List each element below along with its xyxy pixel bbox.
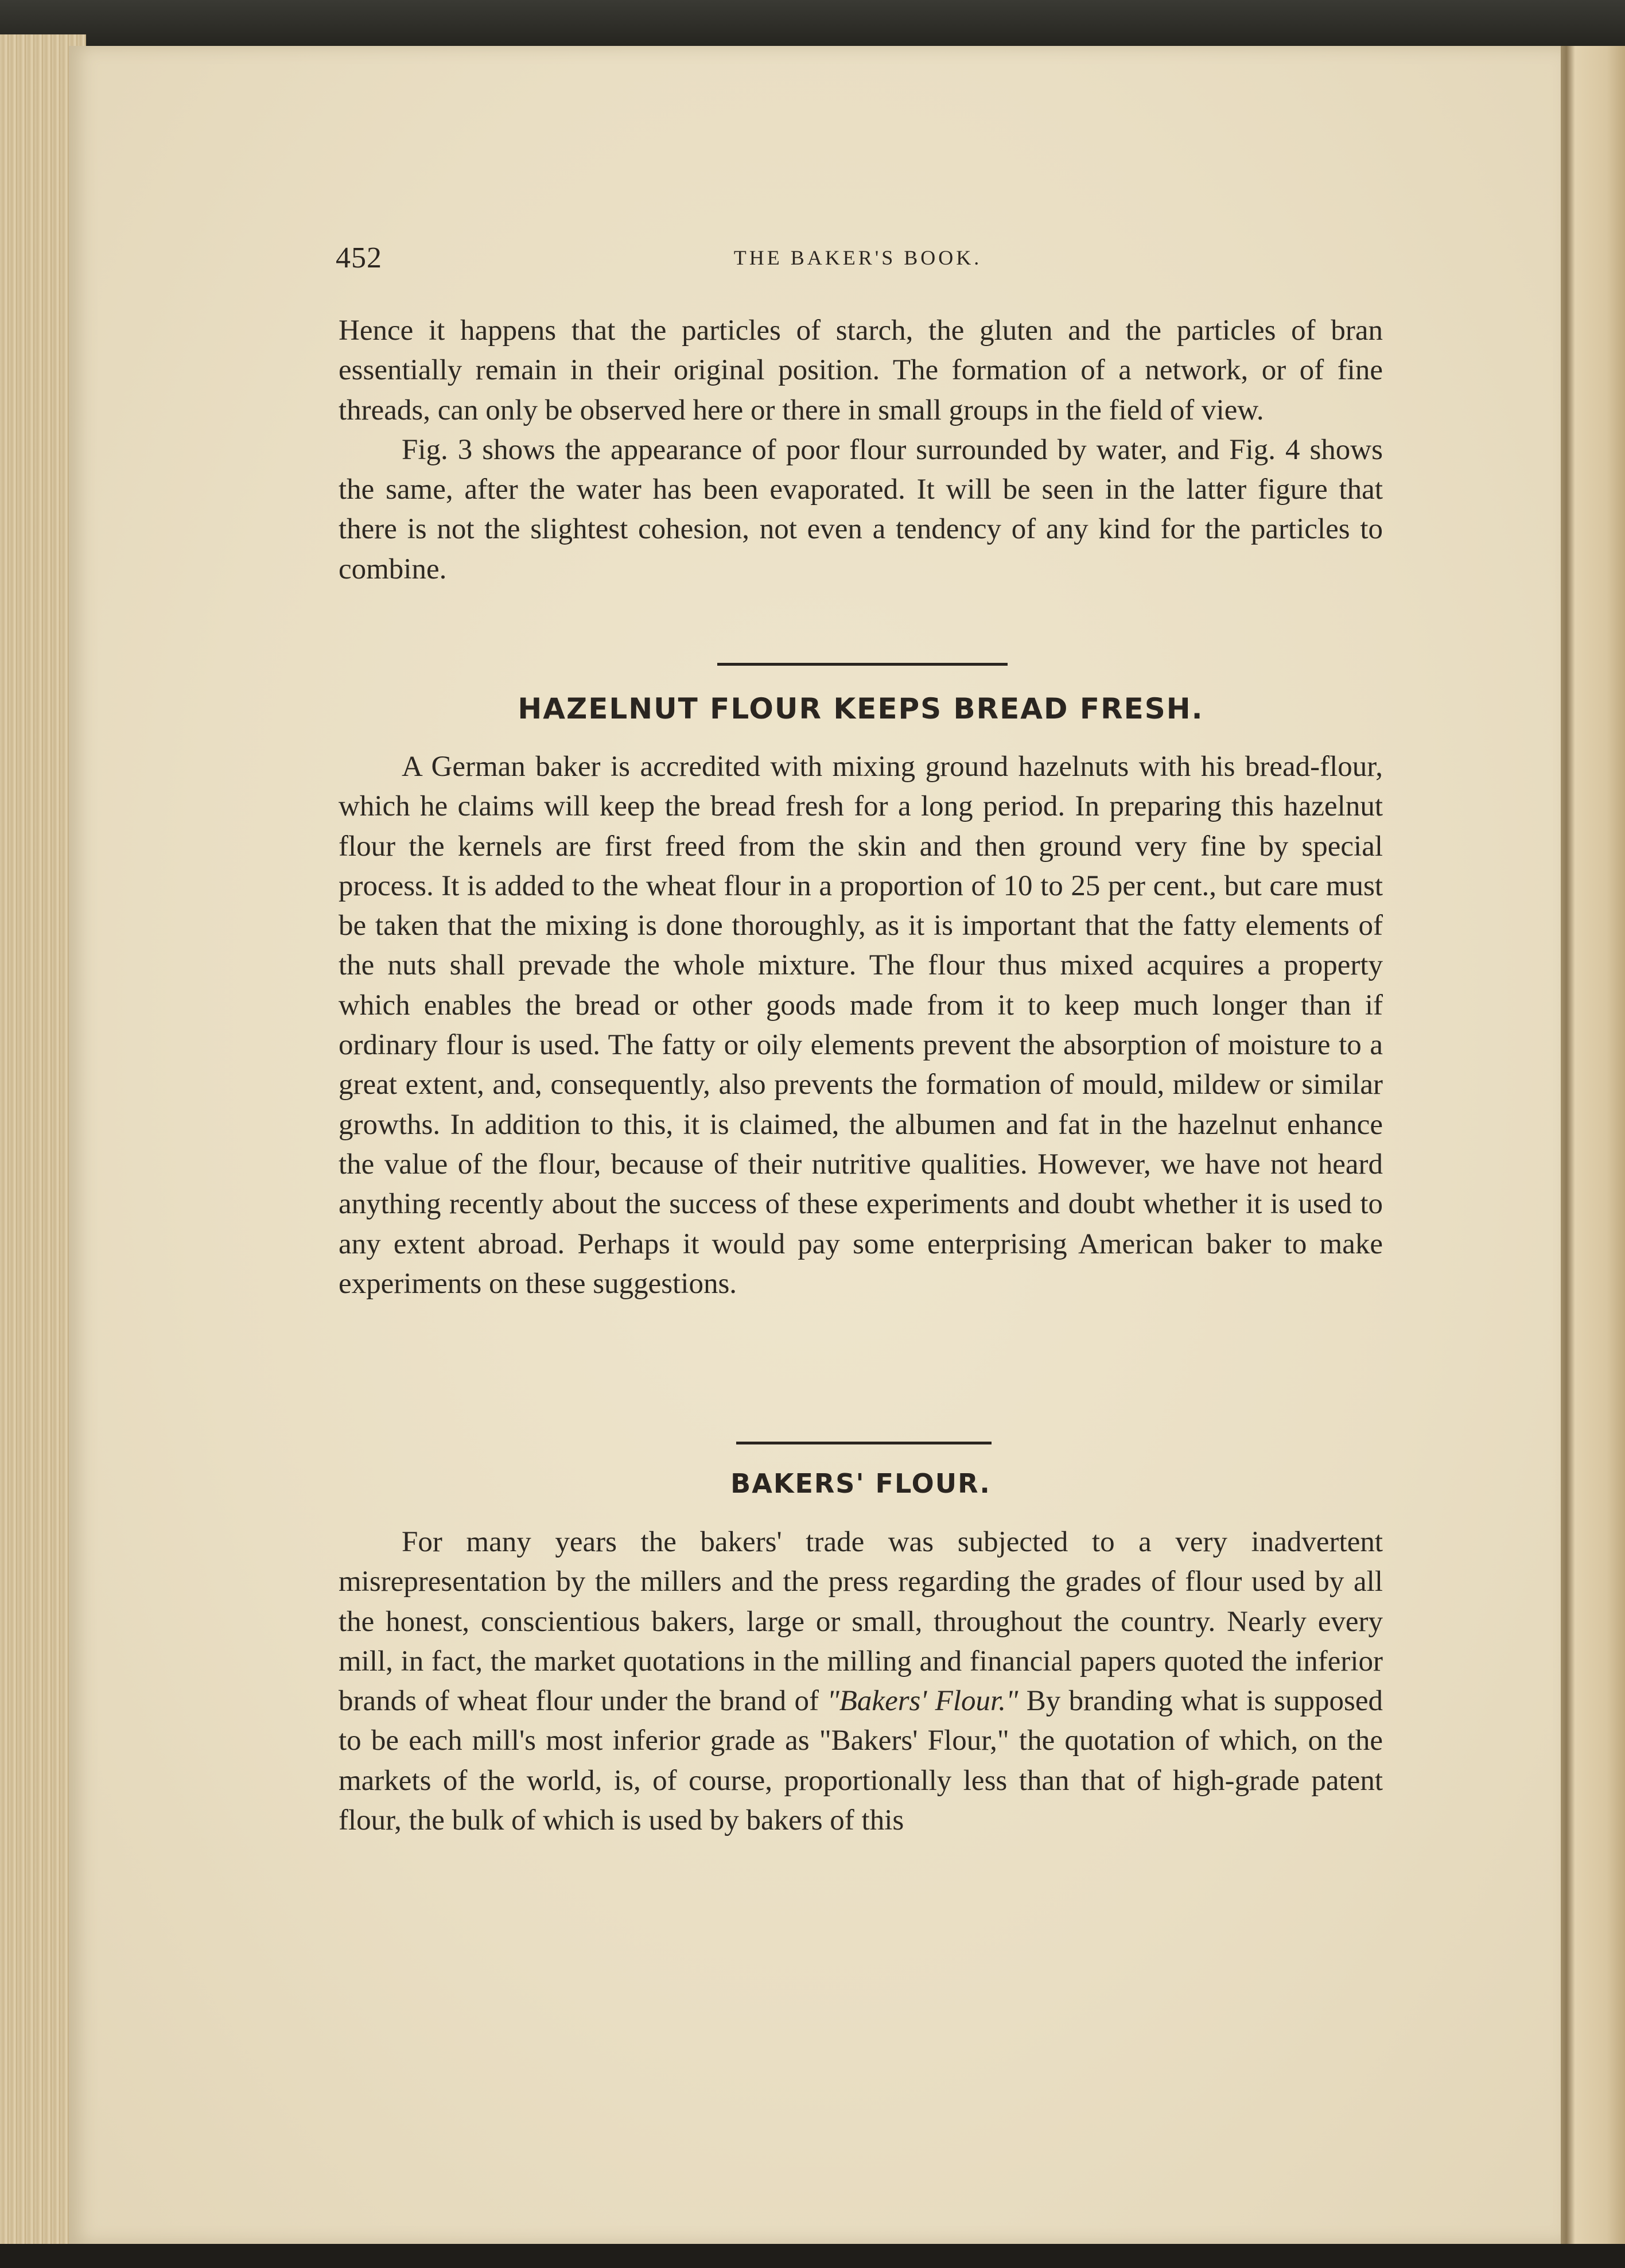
hazelnut-text <box>339 747 1383 1304</box>
book-cover-edge <box>0 0 1625 52</box>
hazelnut-paragraph: A German baker is accredited with mixing ground hazelnuts with his bread-flour, which he claims will keep the bread fresh for a long period. In preparing this hazelnut flour the kernels are first freed from the skin and then ground very fine by special process. It is added to the wheat flour in a proportion of 10 to 25 per cent., but care must be taken that the mixing is done thoroughly, as it is important that the fatty elements of the nuts shall prevade the whole mixture. The flour thus mixed acquires a property which enables the bread or other goods made from it to keep much longer than if ordinary flour is used. The fatty or oily elements prevent the absorption of moisture to a great extent, and, consequently, also prevents the formation of mould, mildew or similar growths. In addition to this, it is claimed, the albumen and fat in the hazelnut enhance the value of the flour, because of their nutritive qualities. However, we have not heard anything recently about the success of these experiments and doubt whether it is used to any extent abroad. Perhaps it would pay some enterprising American baker to make experiments on these suggestions. <box>339 751 1383 1300</box>
section-divider <box>717 663 1008 666</box>
bakers-flour-text-end: By branding what is supposed to be each mill's most inferior grade as "Bakers' Flour," the quotation of which, on the markets of the world, is, of course, proportionally less than that of high-grade patent flour, the bulk of which is used by bakers of this <box>339 1685 1383 1837</box>
bakers-flour-text-start: For many years the bakers' trade was subjected to a very inadvertent misrepresentation by the millers and the press regarding the grades of flour used by all the honest, conscientious bakers, large or small, throughout the country. Nearly every mill, in fact, the market quotations in the milling and financial papers quoted the inferior brands of wheat flour under the brand of <box>339 1526 1383 1718</box>
intro-text <box>339 311 1383 589</box>
bakers-flour-text <box>339 1523 1383 1840</box>
page-number: 452 <box>336 242 382 274</box>
section-heading-hazelnut: HAZELNUT FLOUR KEEPS BREAD FRESH. <box>518 692 1204 725</box>
section-divider <box>736 1442 992 1444</box>
intro-paragraph-1: Hence it happens that the particles of starch, the gluten and the particles of bran essentially remain in their original position. The formation of a network, or of fine threads, can only be observed here or there in small groups in the field of view. <box>339 314 1383 426</box>
bakers-flour-paragraph <box>339 1523 1383 1840</box>
intro-paragraph-2: Fig. 3 shows the appearance of poor flour surrounded by water, and Fig. 4 shows the same, after the water has been evaporated. It will be seen in the latter figure that there is not the slightest cohesion, not even a tendency of any kind for the particles to combine. <box>339 433 1383 585</box>
bakers-flour-brand: "Bakers' Flour." <box>827 1685 1018 1718</box>
running-head <box>330 241 1386 275</box>
section-heading-bakers-flour: BAKERS' FLOUR. <box>730 1468 991 1499</box>
running-title: THE BAKER'S BOOK. <box>733 246 982 269</box>
book-bottom-edge <box>0 2244 1625 2268</box>
